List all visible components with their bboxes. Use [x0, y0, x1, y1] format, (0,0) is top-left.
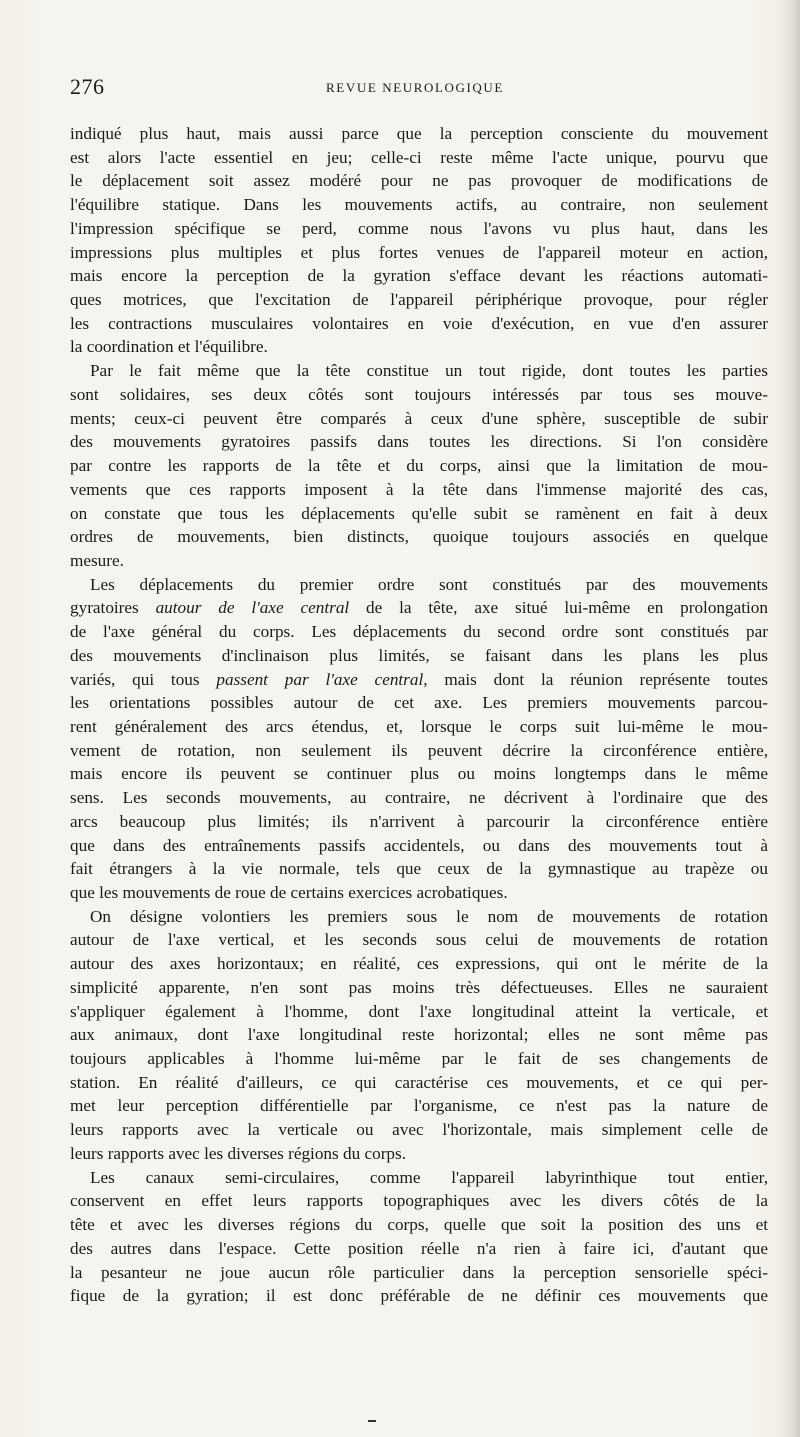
text-line: sens. Les seconds mouvements, au contraire, ne décrivent à l'ordinaire que des [70, 788, 768, 808]
text-line: station. En réalité d'ailleurs, ce qui caractérise ces mouvements, et ce qui per- [70, 1072, 768, 1092]
running-head: REVUE NEUROLOGIQUE [326, 80, 504, 95]
text-line: l'équilibre statique. Dans les mouvements actifs, au contraire, non seulement [70, 195, 768, 215]
body-text [70, 122, 768, 1308]
text-line: mais encore ils peuvent se continuer plus ou moins longtemps dans le même [70, 764, 768, 784]
text-line: la pesanteur ne joue aucun rôle particulier dans la perception sensorielle spéci- [70, 1262, 768, 1282]
text-line: vement de rotation, non seulement ils peuvent décrire la circonférence entière, [70, 740, 768, 760]
page-header [70, 74, 760, 108]
page-number: 276 [70, 74, 105, 99]
text-line: rent généralement des arcs étendus, et, lorsque le corps suit lui-même le mou- [70, 716, 768, 736]
text-line: par contre les rapports de la tête et du corps, ainsi que la limitation de mou- [70, 456, 768, 476]
text-line: s'appliquer également à l'homme, dont l'axe longitudinal atteint la verticale, et [70, 1001, 768, 1021]
text-line: on constate que tous les déplacements qu'elle subit se ramènent en fait à deux [70, 503, 768, 523]
text-line: que dans des entraînements passifs accidentels, ou dans des mouvements tout à [70, 835, 768, 855]
text-line: gyratoires autour de l'axe central de la tête, axe situé lui-même en prolongation [70, 598, 768, 618]
text-line: simplicité apparente, n'en sont pas moins très défectueuses. Elles ne sauraient [70, 977, 768, 997]
text-line: indiqué plus haut, mais aussi parce que la perception consciente du mouvement [70, 124, 768, 143]
text-line: Les canaux semi-circulaires, comme l'appareil labyrinthique tout entier, [90, 1167, 768, 1187]
text-line: mesure. [70, 550, 124, 570]
text-line: On désigne volontiers les premiers sous le nom de mouvements de rotation [90, 906, 768, 926]
page-mark [368, 1420, 376, 1422]
text-line: fait étrangers à la vie normale, tels que ceux de la gymnastique au trapèze ou [70, 859, 768, 879]
text-line: arcs beaucoup plus limités; ils n'arrivent à parcourir la circonférence entière [70, 811, 768, 831]
text-line: tête et avec les diverses régions du corps, quelle que soit la position des uns et [70, 1215, 768, 1235]
text-line: leurs rapports avec la verticale ou avec l'horizontale, mais simplement celle de [70, 1120, 768, 1140]
text-line: impressions plus multiples et plus fortes venues de l'appareil moteur en action, [70, 242, 768, 262]
text-line: autour de l'axe vertical, et les seconds sous celui de mouvements de rotation [70, 930, 768, 950]
text-line: ques motrices, que l'excitation de l'appareil périphérique provoque, pour régler [70, 290, 768, 310]
text-line: ordres de mouvements, bien distincts, quoique toujours associés en quelque [70, 527, 768, 547]
text-line: met leur perception différentielle par l'organisme, ce n'est pas la nature de [70, 1096, 768, 1116]
text-line: fique de la gyration; il est donc préférable de ne définir ces mouvements que [70, 1286, 768, 1306]
text-line: toujours applicables à l'homme lui-même par le fait de ses changements de [70, 1049, 768, 1069]
text-line: aux animaux, dont l'axe longitudinal reste horizontal; elles ne sont même pas [70, 1025, 768, 1045]
text-line: ments; ceux-ci peuvent être comparés à ceux d'une sphère, susceptible de subir [70, 408, 768, 428]
text-line: que les mouvements de roue de certains exercices acrobatiques. [70, 883, 508, 902]
text-line: l'impression spécifique se perd, comme nous l'avons vu plus haut, dans les [70, 218, 768, 238]
text-line: sont solidaires, ses deux côtés sont toujours intéressés par tous ses mouve- [70, 384, 768, 404]
text-line: les contractions musculaires volontaires en voie d'exécution, en vue d'en assurer [70, 313, 768, 333]
text-line: de l'axe général du corps. Les déplacements du second ordre sont constitués par [70, 622, 768, 642]
text-line: autour des axes horizontaux; en réalité, ces expressions, qui ont le mérite de la [70, 954, 768, 974]
text-line: Par le fait même que la tête constitue un tout rigide, dont toutes les parties [90, 361, 768, 381]
text-line: conservent en effet leurs rapports topographiques avec les divers côtés de la [70, 1191, 768, 1211]
page-edge-shadow [778, 0, 800, 1437]
text-line: la coordination et l'équilibre. [70, 337, 268, 357]
text-line: le déplacement soit assez modéré pour ne pas provoquer de modifications de [70, 171, 768, 191]
text-line: est alors l'acte essentiel en jeu; celle-ci reste même l'acte unique, pourvu que [70, 147, 768, 167]
text-line: leurs rapports avec les diverses régions du corps. [70, 1143, 407, 1163]
text-line: des mouvements d'inclinaison plus limités, se faisant dans les plans les plus [70, 645, 768, 665]
text-line: des mouvements gyratoires passifs dans toutes les directions. Si l'on considère [70, 432, 768, 452]
text-line: vements que ces rapports imposent à la tête dans l'immense majorité des cas, [70, 479, 768, 499]
text-line: variés, qui tous passent par l'axe central, mais dont la réunion représente toutes [70, 669, 768, 689]
text-line: mais encore la perception de la gyration s'efface devant les réactions automati- [70, 266, 768, 286]
text-line: des autres dans l'espace. Cette position réelle n'a rien à faire ici, d'autant que [70, 1238, 768, 1258]
text-line: Les déplacements du premier ordre sont constitués par des mouvements [90, 574, 768, 594]
text-line: les orientations possibles autour de cet axe. Les premiers mouvements parcou- [70, 693, 768, 713]
